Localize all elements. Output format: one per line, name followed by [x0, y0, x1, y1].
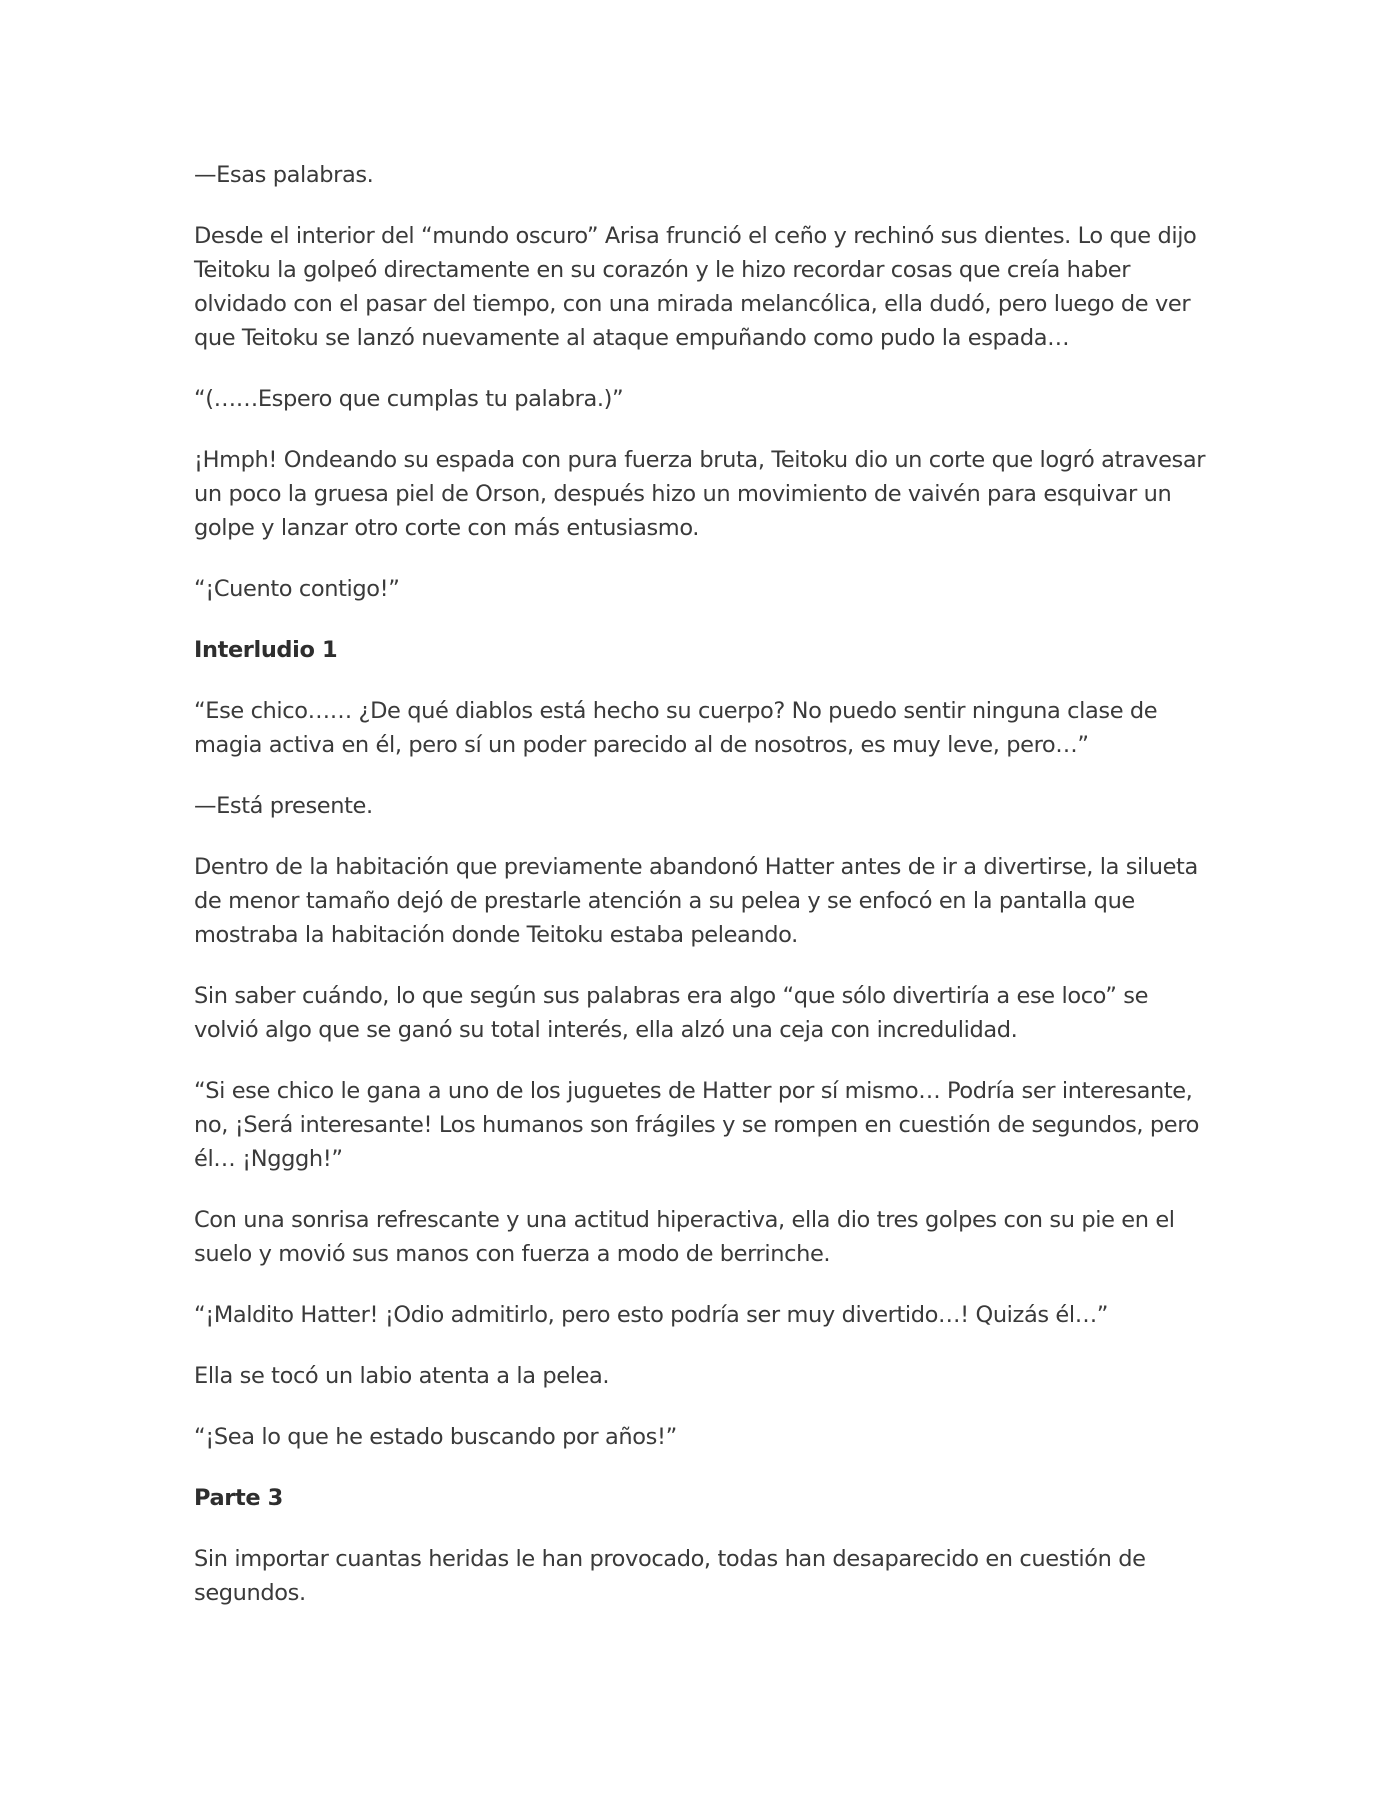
paragraph: Con una sonrisa refrescante y una actitud hiperactiva, ella dio tres golpes con su pie en el suelo y movió sus manos con fuerza a modo de berrinche. — [194, 1207, 1175, 1267]
section-heading: Interludio 1 — [194, 637, 338, 663]
paragraph: “¡Maldito Hatter! ¡Odio admitirlo, pero esto podría ser muy divertido…! Quizás él…” — [194, 1302, 1109, 1328]
document-page — [194, 158, 1214, 1637]
paragraph: —Está presente. — [194, 793, 373, 819]
paragraph: Sin saber cuándo, lo que según sus palabras era algo “que sólo divertiría a ese loco” se volvió algo que se ganó su total interés, ella alzó una ceja con incredulidad. — [194, 983, 1149, 1043]
paragraph: “Ese chico…… ¿De qué diablos está hecho su cuerpo? No puedo sentir ninguna clase de magia activa en él, pero sí un poder parecido al de nosotros, es muy leve, pero…” — [194, 698, 1158, 758]
paragraph: Desde el interior del “mundo oscuro” Arisa frunció el ceño y rechinó sus dientes. Lo que dijo Teitoku la golpeó directamente en su corazón y le hizo recordar cosas que creía haber olvidado con el pasar del tiempo, con una mirada melancólica, ella dudó, pero luego de ver que Teitoku se lanzó nuevamente al ataque empuñando como pudo la espada… — [194, 223, 1197, 351]
paragraph: “(……Espero que cumplas tu palabra.)” — [194, 386, 624, 412]
paragraph: “¡Sea lo que he estado buscando por años!” — [194, 1424, 677, 1450]
paragraph: Sin importar cuantas heridas le han provocado, todas han desaparecido en cuestión de segundos. — [194, 1546, 1146, 1606]
paragraph: ¡Hmph! Ondeando su espada con pura fuerza bruta, Teitoku dio un corte que logró atravesar un poco la gruesa piel de Orson, después hizo un movimiento de vaivén para esquivar un golpe y lanzar otro corte con más entusiasmo. — [194, 447, 1206, 541]
paragraph: “¡Cuento contigo!” — [194, 576, 400, 602]
paragraph: “Si ese chico le gana a uno de los juguetes de Hatter por sí mismo… Podría ser interesante, no, ¡Será interesante! Los humanos son frágiles y se rompen en cuestión de segundos, pero él… ¡Ngggh!” — [194, 1078, 1199, 1172]
section-heading: Parte 3 — [194, 1485, 283, 1511]
paragraph: —Esas palabras. — [194, 162, 374, 188]
paragraph: Dentro de la habitación que previamente abandonó Hatter antes de ir a divertirse, la silueta de menor tamaño dejó de prestarle atención a su pelea y se enfocó en la pantalla que mostraba la habitación donde Teitoku estaba peleando. — [194, 854, 1198, 948]
paragraph: Ella se tocó un labio atenta a la pelea. — [194, 1363, 610, 1389]
